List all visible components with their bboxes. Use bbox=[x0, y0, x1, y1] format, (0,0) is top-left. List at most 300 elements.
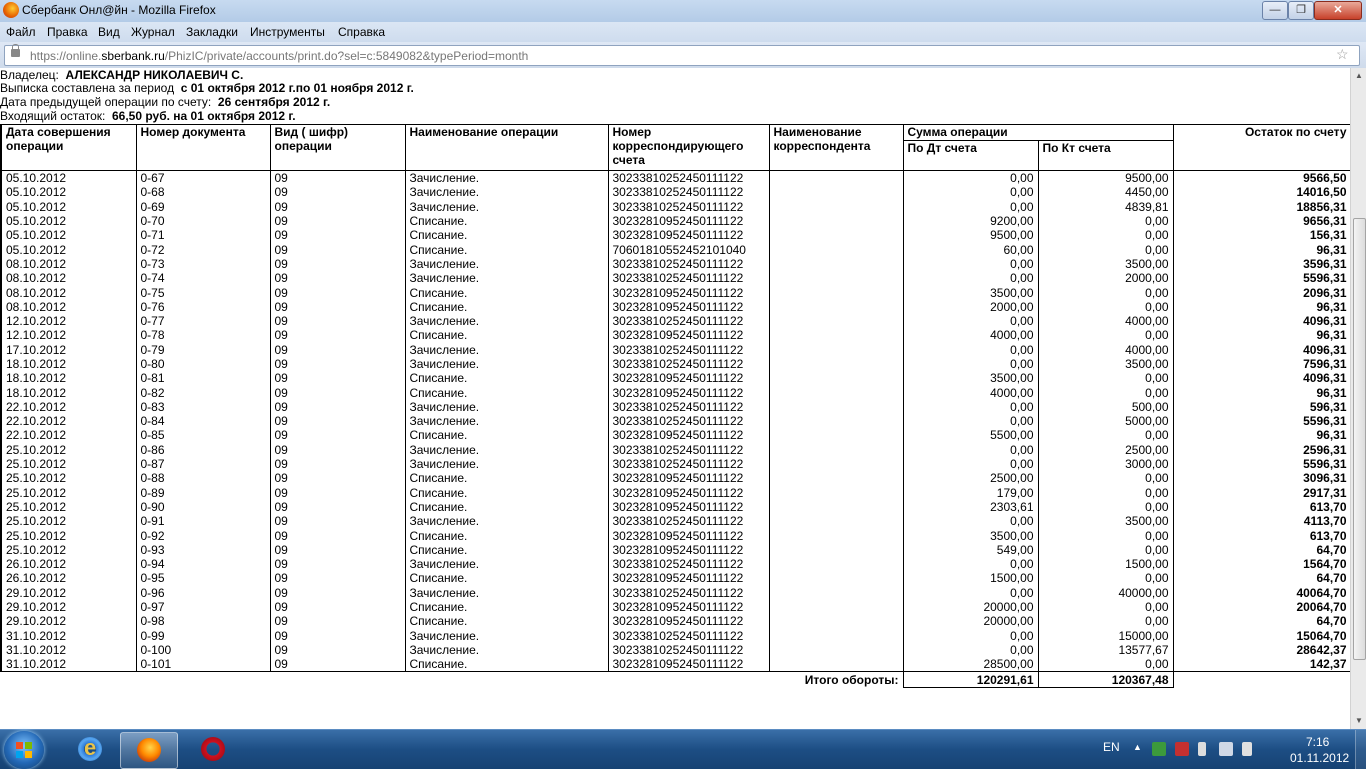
row-correspondent bbox=[769, 457, 903, 471]
row-account: 30232810952450111122 bbox=[608, 600, 769, 614]
table-row bbox=[1, 300, 1350, 314]
row-doc: 0-69 bbox=[136, 200, 270, 214]
row-debit: 60,00 bbox=[903, 242, 1038, 256]
row-doc: 0-98 bbox=[136, 614, 270, 628]
row-account: 30233810252450111122 bbox=[608, 271, 769, 285]
row-debit: 0,00 bbox=[903, 257, 1038, 271]
row-correspondent bbox=[769, 371, 903, 385]
row-kind: 09 bbox=[270, 385, 405, 399]
row-credit: 0,00 bbox=[1038, 543, 1173, 557]
row-kind: 09 bbox=[270, 428, 405, 442]
menu-edit[interactable]: Правка bbox=[47, 25, 88, 39]
row-balance: 64,70 bbox=[1173, 614, 1350, 628]
row-doc: 0-99 bbox=[136, 629, 270, 643]
table-row bbox=[1, 514, 1350, 528]
row-debit: 3500,00 bbox=[903, 371, 1038, 385]
row-balance: 3096,31 bbox=[1173, 471, 1350, 485]
row-account: 30233810252450111122 bbox=[608, 200, 769, 214]
row-doc: 0-92 bbox=[136, 528, 270, 542]
row-date: 17.10.2012 bbox=[1, 343, 136, 357]
row-balance: 7596,31 bbox=[1173, 357, 1350, 371]
table-row bbox=[1, 314, 1350, 328]
row-kind: 09 bbox=[270, 557, 405, 571]
row-balance: 64,70 bbox=[1173, 571, 1350, 585]
row-debit: 0,00 bbox=[903, 457, 1038, 471]
row-debit: 0,00 bbox=[903, 586, 1038, 600]
row-kind: 09 bbox=[270, 271, 405, 285]
taskbar bbox=[0, 729, 1366, 769]
row-debit: 4000,00 bbox=[903, 328, 1038, 342]
row-doc: 0-101 bbox=[136, 657, 270, 672]
row-date: 05.10.2012 bbox=[1, 228, 136, 242]
row-correspondent bbox=[769, 285, 903, 299]
row-date: 25.10.2012 bbox=[1, 443, 136, 457]
scroll-up-arrow-icon[interactable]: ▲ bbox=[1355, 71, 1363, 80]
row-debit: 4000,00 bbox=[903, 385, 1038, 399]
row-correspondent bbox=[769, 443, 903, 457]
system-tray bbox=[1076, 730, 1366, 769]
row-credit: 40000,00 bbox=[1038, 586, 1173, 600]
row-doc: 0-93 bbox=[136, 543, 270, 557]
row-name: Списание. bbox=[405, 371, 608, 385]
header-date: Дата совершения операции bbox=[1, 125, 136, 171]
row-credit: 3500,00 bbox=[1038, 357, 1173, 371]
row-account: 30232810952450111122 bbox=[608, 328, 769, 342]
row-credit: 9500,00 bbox=[1038, 171, 1173, 186]
taskbar-app-firefox[interactable] bbox=[120, 732, 178, 769]
row-kind: 09 bbox=[270, 343, 405, 357]
menu-history[interactable]: Журнал bbox=[131, 25, 175, 39]
row-name: Списание. bbox=[405, 428, 608, 442]
row-correspondent bbox=[769, 185, 903, 199]
row-kind: 09 bbox=[270, 285, 405, 299]
row-correspondent bbox=[769, 557, 903, 571]
row-debit: 0,00 bbox=[903, 185, 1038, 199]
row-debit: 2303,61 bbox=[903, 500, 1038, 514]
table-row bbox=[1, 443, 1350, 457]
header-kind: Вид ( шифр) операции bbox=[270, 125, 405, 171]
row-correspondent bbox=[769, 528, 903, 542]
row-date: 22.10.2012 bbox=[1, 414, 136, 428]
row-correspondent bbox=[769, 171, 903, 186]
row-date: 22.10.2012 bbox=[1, 400, 136, 414]
address-url[interactable] bbox=[30, 49, 528, 63]
row-name: Зачисление. bbox=[405, 357, 608, 371]
owner-label: Владелец: bbox=[0, 68, 59, 82]
table-row bbox=[1, 500, 1350, 514]
row-name: Списание. bbox=[405, 571, 608, 585]
row-account: 30233810252450111122 bbox=[608, 314, 769, 328]
row-credit: 2500,00 bbox=[1038, 443, 1173, 457]
row-debit: 0,00 bbox=[903, 629, 1038, 643]
row-debit: 0,00 bbox=[903, 643, 1038, 657]
row-correspondent bbox=[769, 486, 903, 500]
menu-tools[interactable]: Инструменты bbox=[250, 25, 325, 39]
menu-bookmarks[interactable]: Закладки bbox=[186, 25, 238, 39]
header-doc: Номер документа bbox=[136, 125, 270, 171]
row-name: Зачисление. bbox=[405, 557, 608, 571]
row-credit: 0,00 bbox=[1038, 428, 1173, 442]
row-doc: 0-67 bbox=[136, 171, 270, 186]
table-row bbox=[1, 657, 1350, 672]
row-balance: 4096,31 bbox=[1173, 371, 1350, 385]
row-balance: 2096,31 bbox=[1173, 285, 1350, 299]
row-account: 30232810952450111122 bbox=[608, 486, 769, 500]
row-account: 30232810952450111122 bbox=[608, 471, 769, 485]
row-account: 30232810952450111122 bbox=[608, 614, 769, 628]
owner-line bbox=[0, 68, 243, 82]
table-row bbox=[1, 228, 1350, 242]
row-credit: 3000,00 bbox=[1038, 457, 1173, 471]
row-account: 30233810252450111122 bbox=[608, 457, 769, 471]
opening-balance-line bbox=[0, 109, 296, 123]
close-button[interactable]: ✕ bbox=[1314, 1, 1362, 20]
row-correspondent bbox=[769, 600, 903, 614]
row-doc: 0-85 bbox=[136, 428, 270, 442]
row-correspondent bbox=[769, 500, 903, 514]
row-account: 30232810952450111122 bbox=[608, 285, 769, 299]
row-doc: 0-81 bbox=[136, 371, 270, 385]
show-desktop-button[interactable] bbox=[1355, 730, 1366, 769]
table-row bbox=[1, 543, 1350, 557]
row-account: 30233810252450111122 bbox=[608, 557, 769, 571]
row-kind: 09 bbox=[270, 657, 405, 672]
row-credit: 0,00 bbox=[1038, 571, 1173, 585]
header-debit: По Дт счета bbox=[903, 141, 1038, 171]
show-hidden-icons-icon[interactable]: ▲ bbox=[1133, 742, 1142, 752]
bookmark-star-icon[interactable]: ☆ bbox=[1336, 46, 1349, 62]
row-debit: 549,00 bbox=[903, 543, 1038, 557]
row-doc: 0-70 bbox=[136, 214, 270, 228]
row-correspondent bbox=[769, 214, 903, 228]
row-credit: 0,00 bbox=[1038, 500, 1173, 514]
row-credit: 0,00 bbox=[1038, 528, 1173, 542]
row-kind: 09 bbox=[270, 514, 405, 528]
row-date: 29.10.2012 bbox=[1, 600, 136, 614]
taskbar-app-ie[interactable] bbox=[62, 732, 118, 767]
row-balance: 96,31 bbox=[1173, 300, 1350, 314]
monitor-tray-icon[interactable] bbox=[1219, 742, 1233, 756]
menu-file[interactable]: Файл bbox=[6, 25, 36, 39]
row-doc: 0-80 bbox=[136, 357, 270, 371]
table-row bbox=[1, 257, 1350, 271]
row-correspondent bbox=[769, 400, 903, 414]
row-kind: 09 bbox=[270, 400, 405, 414]
row-credit: 0,00 bbox=[1038, 657, 1173, 672]
row-account: 30232810952450111122 bbox=[608, 371, 769, 385]
row-balance: 20064,70 bbox=[1173, 600, 1350, 614]
row-balance: 142,37 bbox=[1173, 657, 1350, 672]
row-name: Списание. bbox=[405, 600, 608, 614]
scroll-down-arrow-icon[interactable]: ▼ bbox=[1355, 716, 1363, 725]
row-account: 30232810952450111122 bbox=[608, 500, 769, 514]
row-debit: 28500,00 bbox=[903, 657, 1038, 672]
row-kind: 09 bbox=[270, 571, 405, 585]
row-debit: 0,00 bbox=[903, 200, 1038, 214]
statement-table bbox=[0, 124, 1350, 688]
scrollbar-thumb[interactable] bbox=[1353, 218, 1366, 660]
minimize-button[interactable]: — bbox=[1262, 1, 1288, 20]
row-account: 30232810952450111122 bbox=[608, 300, 769, 314]
row-balance: 28642,37 bbox=[1173, 643, 1350, 657]
row-credit: 3500,00 bbox=[1038, 514, 1173, 528]
row-date: 25.10.2012 bbox=[1, 486, 136, 500]
row-kind: 09 bbox=[270, 586, 405, 600]
row-balance: 96,31 bbox=[1173, 428, 1350, 442]
row-correspondent bbox=[769, 271, 903, 285]
row-name: Списание. bbox=[405, 300, 608, 314]
row-account: 30233810252450111122 bbox=[608, 443, 769, 457]
row-doc: 0-95 bbox=[136, 571, 270, 585]
row-date: 26.10.2012 bbox=[1, 571, 136, 585]
row-correspondent bbox=[769, 314, 903, 328]
row-credit: 500,00 bbox=[1038, 400, 1173, 414]
row-debit: 2000,00 bbox=[903, 300, 1038, 314]
row-kind: 09 bbox=[270, 185, 405, 199]
header-account: Номер корреспондирующего счета bbox=[608, 125, 769, 171]
row-name: Зачисление. bbox=[405, 171, 608, 186]
row-balance: 2917,31 bbox=[1173, 486, 1350, 500]
row-credit: 3500,00 bbox=[1038, 257, 1173, 271]
row-doc: 0-76 bbox=[136, 300, 270, 314]
row-doc: 0-84 bbox=[136, 414, 270, 428]
table-row bbox=[1, 614, 1350, 628]
header-credit: По Кт счета bbox=[1038, 141, 1173, 171]
row-correspondent bbox=[769, 471, 903, 485]
opening-balance-label: Входящий остаток: bbox=[0, 109, 106, 123]
row-correspondent bbox=[769, 614, 903, 628]
row-kind: 09 bbox=[270, 528, 405, 542]
row-balance: 5596,31 bbox=[1173, 457, 1350, 471]
vertical-scrollbar[interactable] bbox=[1350, 68, 1366, 729]
row-account: 30233810252450111122 bbox=[608, 400, 769, 414]
row-doc: 0-78 bbox=[136, 328, 270, 342]
maximize-button[interactable]: ❐ bbox=[1288, 1, 1314, 20]
row-date: 05.10.2012 bbox=[1, 214, 136, 228]
row-name: Списание. bbox=[405, 657, 608, 672]
row-name: Зачисление. bbox=[405, 271, 608, 285]
table-row bbox=[1, 357, 1350, 371]
row-credit: 5000,00 bbox=[1038, 414, 1173, 428]
row-kind: 09 bbox=[270, 171, 405, 186]
table-row bbox=[1, 457, 1350, 471]
row-balance: 613,70 bbox=[1173, 528, 1350, 542]
period-label: Выписка составлена за период bbox=[0, 81, 175, 95]
row-date: 18.10.2012 bbox=[1, 385, 136, 399]
row-kind: 09 bbox=[270, 443, 405, 457]
row-kind: 09 bbox=[270, 457, 405, 471]
row-date: 05.10.2012 bbox=[1, 171, 136, 186]
security-tray-icon[interactable] bbox=[1175, 742, 1189, 756]
language-indicator[interactable]: EN bbox=[1103, 740, 1120, 754]
prev-op-value: 26 сентября 2012 г. bbox=[217, 95, 331, 109]
table-row bbox=[1, 414, 1350, 428]
row-correspondent bbox=[769, 514, 903, 528]
address-bar[interactable] bbox=[4, 45, 1360, 66]
clock-date[interactable]: 01.11.2012 bbox=[1290, 751, 1350, 765]
row-date: 08.10.2012 bbox=[1, 285, 136, 299]
url-prefix: https://online. bbox=[30, 49, 102, 63]
row-date: 08.10.2012 bbox=[1, 257, 136, 271]
table-row bbox=[1, 629, 1350, 643]
table-row bbox=[1, 471, 1350, 485]
row-debit: 0,00 bbox=[903, 314, 1038, 328]
row-name: Списание. bbox=[405, 528, 608, 542]
row-kind: 09 bbox=[270, 228, 405, 242]
row-correspondent bbox=[769, 328, 903, 342]
row-balance: 156,31 bbox=[1173, 228, 1350, 242]
row-doc: 0-73 bbox=[136, 257, 270, 271]
row-credit: 15000,00 bbox=[1038, 629, 1173, 643]
row-balance: 15064,70 bbox=[1173, 629, 1350, 643]
window-title: Сбербанк Онл@йн - Mozilla Firefox bbox=[22, 3, 216, 17]
row-balance: 4113,70 bbox=[1173, 514, 1350, 528]
row-correspondent bbox=[769, 300, 903, 314]
row-credit: 13577,67 bbox=[1038, 643, 1173, 657]
navigation-bar bbox=[0, 42, 1366, 69]
row-date: 12.10.2012 bbox=[1, 314, 136, 328]
row-kind: 09 bbox=[270, 500, 405, 514]
row-date: 05.10.2012 bbox=[1, 185, 136, 199]
row-debit: 179,00 bbox=[903, 486, 1038, 500]
row-credit: 0,00 bbox=[1038, 300, 1173, 314]
row-name: Списание. bbox=[405, 242, 608, 256]
row-debit: 3500,00 bbox=[903, 528, 1038, 542]
table-row bbox=[1, 200, 1350, 214]
row-balance: 5596,31 bbox=[1173, 414, 1350, 428]
row-credit: 2000,00 bbox=[1038, 271, 1173, 285]
row-account: 30232810952450111122 bbox=[608, 571, 769, 585]
volume-tray-icon[interactable] bbox=[1242, 742, 1252, 756]
row-credit: 0,00 bbox=[1038, 471, 1173, 485]
row-name: Списание. bbox=[405, 486, 608, 500]
table-row bbox=[1, 385, 1350, 399]
start-button[interactable] bbox=[4, 731, 44, 769]
table-row bbox=[1, 214, 1350, 228]
row-doc: 0-94 bbox=[136, 557, 270, 571]
row-debit: 9200,00 bbox=[903, 214, 1038, 228]
row-date: 26.10.2012 bbox=[1, 557, 136, 571]
row-doc: 0-83 bbox=[136, 400, 270, 414]
battery-tray-icon[interactable] bbox=[1198, 742, 1206, 756]
header-sum: Сумма операции bbox=[903, 125, 1173, 141]
row-name: Зачисление. bbox=[405, 629, 608, 643]
row-debit: 5500,00 bbox=[903, 428, 1038, 442]
row-kind: 09 bbox=[270, 629, 405, 643]
row-balance: 4096,31 bbox=[1173, 314, 1350, 328]
row-balance: 9656,31 bbox=[1173, 214, 1350, 228]
row-kind: 09 bbox=[270, 600, 405, 614]
row-debit: 0,00 bbox=[903, 400, 1038, 414]
row-date: 25.10.2012 bbox=[1, 514, 136, 528]
row-balance: 1564,70 bbox=[1173, 557, 1350, 571]
table-row bbox=[1, 600, 1350, 614]
row-balance: 18856,31 bbox=[1173, 200, 1350, 214]
row-debit: 1500,00 bbox=[903, 571, 1038, 585]
row-credit: 0,00 bbox=[1038, 328, 1173, 342]
row-balance: 96,31 bbox=[1173, 385, 1350, 399]
row-doc: 0-97 bbox=[136, 600, 270, 614]
row-credit: 0,00 bbox=[1038, 486, 1173, 500]
row-name: Списание. bbox=[405, 328, 608, 342]
opera-icon bbox=[201, 737, 225, 761]
row-account: 30233810252450111122 bbox=[608, 185, 769, 199]
header-name: Наименование операции bbox=[405, 125, 608, 171]
row-date: 05.10.2012 bbox=[1, 200, 136, 214]
row-credit: 0,00 bbox=[1038, 600, 1173, 614]
row-account: 30232810952450111122 bbox=[608, 228, 769, 242]
row-account: 30232810952450111122 bbox=[608, 657, 769, 672]
row-doc: 0-86 bbox=[136, 443, 270, 457]
row-balance: 14016,50 bbox=[1173, 185, 1350, 199]
totals-credit: 120367,48 bbox=[1038, 672, 1173, 687]
row-credit: 0,00 bbox=[1038, 285, 1173, 299]
row-debit: 0,00 bbox=[903, 557, 1038, 571]
row-balance: 2596,31 bbox=[1173, 443, 1350, 457]
row-date: 08.10.2012 bbox=[1, 271, 136, 285]
row-kind: 09 bbox=[270, 257, 405, 271]
row-balance: 613,70 bbox=[1173, 500, 1350, 514]
url-host: sberbank.ru bbox=[101, 49, 165, 63]
row-date: 29.10.2012 bbox=[1, 586, 136, 600]
row-kind: 09 bbox=[270, 300, 405, 314]
row-account: 30232810952450111122 bbox=[608, 385, 769, 399]
menu-help[interactable]: Справка bbox=[338, 25, 386, 39]
row-kind: 09 bbox=[270, 242, 405, 256]
row-name: Списание. bbox=[405, 543, 608, 557]
prev-op-line bbox=[0, 95, 330, 109]
row-kind: 09 bbox=[270, 214, 405, 228]
row-account: 30232810952450111122 bbox=[608, 214, 769, 228]
network-tray-icon[interactable] bbox=[1152, 742, 1166, 756]
row-credit: 4450,00 bbox=[1038, 185, 1173, 199]
row-kind: 09 bbox=[270, 414, 405, 428]
row-doc: 0-89 bbox=[136, 486, 270, 500]
row-debit: 0,00 bbox=[903, 343, 1038, 357]
row-credit: 0,00 bbox=[1038, 242, 1173, 256]
url-path: /PhizIC/private/accounts/print.do?sel=c:5849082&typePeriod=month bbox=[164, 49, 529, 63]
row-name: Зачисление. bbox=[405, 185, 608, 199]
row-date: 12.10.2012 bbox=[1, 328, 136, 342]
row-balance: 4096,31 bbox=[1173, 343, 1350, 357]
row-name: Зачисление. bbox=[405, 314, 608, 328]
table-row bbox=[1, 271, 1350, 285]
row-name: Списание. bbox=[405, 228, 608, 242]
row-credit: 0,00 bbox=[1038, 385, 1173, 399]
window-title-bar bbox=[0, 0, 1366, 22]
statement-rows bbox=[1, 171, 1350, 672]
firefox-logo-icon bbox=[3, 2, 19, 18]
row-correspondent bbox=[769, 200, 903, 214]
row-date: 22.10.2012 bbox=[1, 428, 136, 442]
row-date: 31.10.2012 bbox=[1, 643, 136, 657]
row-doc: 0-96 bbox=[136, 586, 270, 600]
row-date: 25.10.2012 bbox=[1, 528, 136, 542]
row-correspondent bbox=[769, 571, 903, 585]
row-name: Зачисление. bbox=[405, 414, 608, 428]
row-doc: 0-100 bbox=[136, 643, 270, 657]
menu-view[interactable]: Вид bbox=[98, 25, 120, 39]
table-row bbox=[1, 242, 1350, 256]
row-balance: 40064,70 bbox=[1173, 586, 1350, 600]
row-doc: 0-71 bbox=[136, 228, 270, 242]
row-debit: 0,00 bbox=[903, 514, 1038, 528]
row-account: 30233810252450111122 bbox=[608, 414, 769, 428]
row-credit: 0,00 bbox=[1038, 614, 1173, 628]
clock-time[interactable]: 7:16 bbox=[1306, 735, 1330, 749]
taskbar-app-opera[interactable] bbox=[185, 732, 241, 767]
table-row bbox=[1, 185, 1350, 199]
